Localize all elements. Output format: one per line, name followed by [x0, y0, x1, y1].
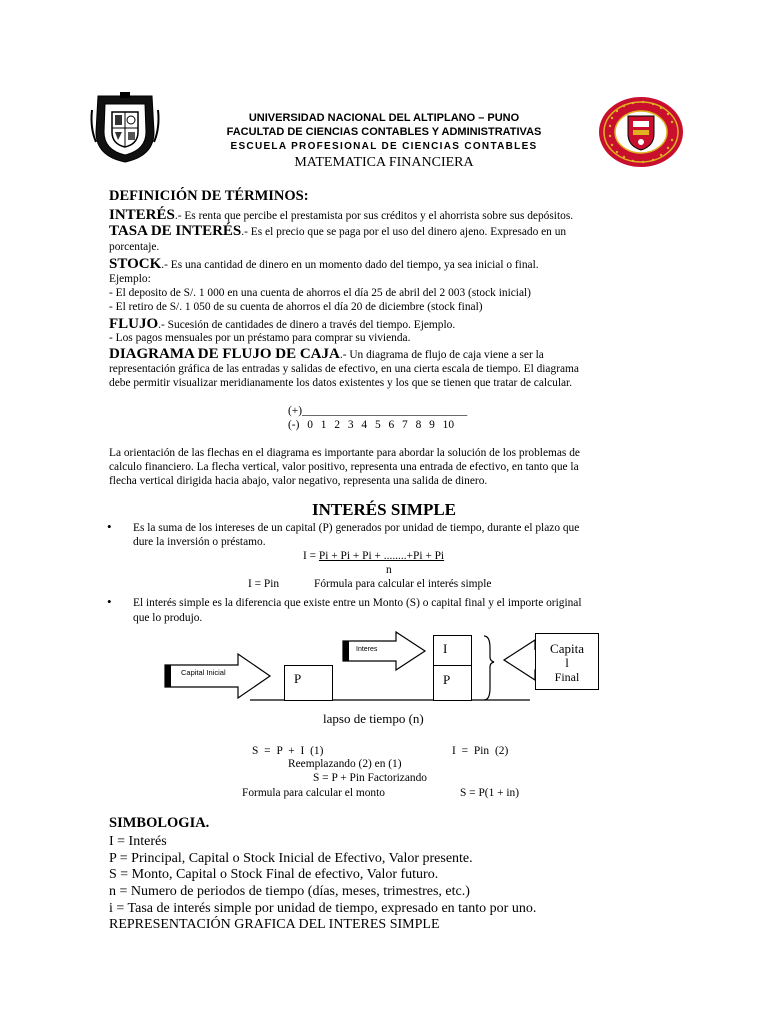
monto-equation-2: I = Pin (2) [452, 745, 509, 757]
symbology-item: i = Tasa de interés simple por unidad de tiempo, expresado en tanto por uno. [109, 901, 537, 916]
monto-equation-1: S = P + I (1) [252, 745, 324, 757]
ejemplo-label: Ejemplo: [109, 273, 151, 285]
diagrama-term: DIAGRAMA DE FLUJO DE CAJA [109, 346, 340, 362]
university-name: UNIVERSIDAD NACIONAL DEL ALTIPLANO – PUNO [248, 112, 520, 124]
school-name: ESCUELA PROFESIONAL DE CIENCIAS CONTABLES [230, 141, 538, 152]
interes-text: .- Es renta que percibe el prestamista por sus créditos y el ahorrista sobre sus depósitos. [174, 210, 574, 222]
symbology-item: I = Interés [109, 834, 167, 849]
representation-heading: REPRESENTACIÓN GRAFICA DEL INTERES SIMPLE [109, 917, 440, 932]
stock-example-2: - El retiro de S/. 1 050 de su cuenta de ahorros el día 20 de diciembre (stock final) [109, 301, 483, 313]
formula-lhs: I = [303, 550, 319, 562]
stock-example-1: - El deposito de S/. 1 000 en una cuenta de ahorros el día 25 de abril del 2 003 (stock inicial) [109, 287, 531, 299]
orientation-line-2: calculo financiero. La flecha vertical, valor positivo, representa una entrada de efectivo, en tanto que la [109, 461, 579, 473]
bullet-dot-2: • [107, 594, 112, 609]
bullet2-line-2: que lo produjo. [133, 612, 203, 624]
monto-formula-label: Formula para calcular el monto [242, 787, 385, 799]
symbology-item: S = Monto, Capital o Stock Final de efectivo, Valor futuro. [109, 867, 439, 882]
timeline-minus-line: (-) 0 1 2 3 4 5 6 7 8 9 10 [288, 419, 455, 431]
orientation-line-1: La orientación de las flechas en el diagrama es importante para abordar la solución de los problemas de [109, 447, 580, 459]
interest-box [433, 635, 472, 666]
capital-final-line-1: Capita [550, 641, 584, 656]
faculty-name: FACULTAD DE CIENCIAS CONTABLES Y ADMINISTRATIVAS [226, 126, 542, 138]
timeline-plus-line: (+)_____________________________ [288, 405, 468, 417]
formula-numerator: Pi + Pi + Pi + ........+Pi + Pi [318, 550, 445, 562]
principal-box-right-label: P [443, 672, 451, 687]
flujo-example: - Los pagos mensuales por un préstamo para comprar su vivienda. [109, 332, 411, 344]
interes-term: INTERÉS [109, 207, 175, 223]
factorizando-line: S = P + Pin Factorizando [313, 772, 427, 784]
simple-interest-title: INTERÉS SIMPLE [311, 500, 457, 519]
tasa-text: .- Es el precio que se paga por el uso del dinero ajeno. Expresado en un [241, 226, 567, 238]
interes-arrow-label: Interes [356, 646, 378, 653]
principal-box-left [284, 665, 333, 701]
formula-denominator: n [386, 564, 392, 576]
bullet-dot-1: • [107, 519, 112, 534]
capital-final-box [535, 633, 599, 690]
tasa-term: TASA DE INTERÉS [109, 223, 242, 239]
diagrama-text-3: debe permitir visualizar meridianamente los datos existentes y los que se tienen que tratar de calcular. [109, 377, 573, 389]
bullet1-line-1: Es la suma de los intereses de un capital (P) generados por unidad de tiempo, durante el plazo que [133, 522, 580, 534]
course-title: MATEMATICA FINANCIERA [294, 155, 474, 170]
definitions-heading: DEFINICIÓN DE TÉRMINOS: [109, 188, 309, 204]
tasa-text-continued: porcentaje. [109, 241, 160, 253]
stock-text: .- Es una cantidad de dinero en un momento dado del tiempo, ya sea inicial o final. [161, 259, 539, 271]
flujo-term: FLUJO [109, 316, 159, 332]
symbology-item: P = Principal, Capital o Stock Inicial de Efectivo, Valor presente. [109, 851, 473, 866]
principal-box-right [433, 665, 472, 701]
formula-pin: I = Pin [248, 578, 280, 590]
formula-pin-description: Fórmula para calcular el interés simple [314, 578, 492, 590]
symbology-item: n = Numero de periodos de tiempo (días, meses, trimestres, etc.) [109, 884, 470, 899]
interest-box-label: I [443, 641, 448, 656]
bullet2-line-1: El interés simple es la diferencia que existe entre un Monto (S) o capital final y el importe original [133, 597, 582, 609]
stock-term: STOCK [109, 256, 162, 272]
bullet1-line-2: dure la inversión o préstamo. [133, 536, 266, 548]
monto-formula: S = P(1 + in) [460, 787, 520, 799]
lapso-label: lapso de tiempo (n) [323, 711, 424, 726]
principal-box-left-label: P [294, 671, 302, 686]
capital-final-line-3: Final [554, 670, 580, 684]
capital-inicial-label: Capital Inicial [181, 668, 226, 677]
reemplazando-line: Reemplazando (2) en (1) [288, 758, 402, 770]
capital-final-line-2: l [565, 655, 569, 670]
diagrama-text: .- Un diagrama de flujo de caja viene a ser la [339, 349, 544, 361]
orientation-line-3: flecha vertical dirigida hacia abajo, valor negativo, representa una salida de dinero. [109, 475, 488, 487]
flujo-text: .- Sucesión de cantidades de dinero a través del tiempo. Ejemplo. [158, 319, 456, 331]
symbology-heading: SIMBOLOGIA. [109, 815, 210, 831]
diagrama-text-2: representación gráfica de las entradas y salidas de efectivo, en una cierta escala de tiempo. El diagrama [109, 363, 579, 375]
